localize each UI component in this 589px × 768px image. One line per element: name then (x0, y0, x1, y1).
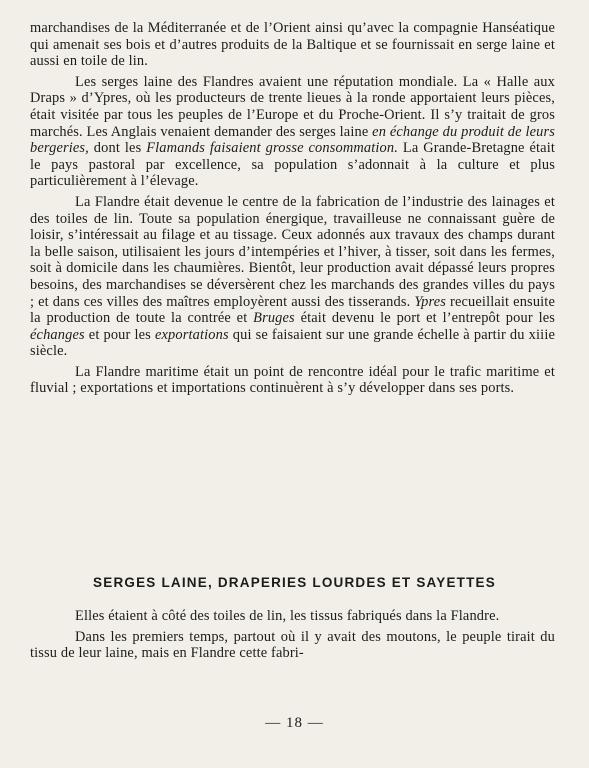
main-text-block (30, 20, 555, 401)
paragraph-2-text-1: Les serges laine des Flandres avaient une réputation mondiale. La « Halle aux Draps » d’Ypres, où les producteurs de trente lieues à la ronde apportaient leurs pièces, était visitée par tous les peuples de l’Europe et du Proche-Orient. Il s’y traitait de gros marchés. Les Anglais venaient demander des serges laine (30, 73, 555, 140)
paragraph-3-text-4: et pour les (84, 326, 155, 343)
paragraph-2-text-2: dont les (88, 140, 147, 157)
paragraph-3-text-1: La Flandre était devenue le centre de la fabrication de l’industrie des lainages et des toiles de lin. Toute sa population énergique, travailleuse ne connaissant guère de loisir, s’intéressait au filage et au tissage. Ceux adonnés aux travaux des champs durant la belle saison, utilisaient les jours d’intempéries et l’hiver, à tisser, soit dans les fermes, soit à domicile dans les chaumières. Bientôt, leur production avait dépassé leurs propres besoins, des marchandises se déversèrent chez les marchands des grandes villes du pays ; et dans ces villes des maîtres employèrent aussi des tisserands. (30, 193, 555, 310)
paragraph-3-text-5: qui se faisaient sur une grande échelle à partir du (228, 326, 529, 343)
section-text-block (30, 608, 555, 666)
paragraph-3-italic-ypres: Ypres (414, 293, 447, 310)
paragraph-3-text-3: était devenu le port et l’entrepôt pour les (294, 310, 555, 327)
paragraph-2-text-3: La Grande-Bretagne était le pays pastoral par excellence, sa population s’adonnait à la culture et plus particulièrement à l’élevage. (30, 140, 555, 190)
section-paragraph-1: Elles étaient à côté des toiles de lin, les tissus fabriqués dans la Flandre. (75, 608, 500, 624)
section-title: SERGES LAINE, DRAPERIES LOURDES ET SAYETTES (93, 575, 496, 590)
paragraph-3-italic-echanges: échanges (30, 326, 85, 343)
paragraph-3-italic-exportations: exportations (154, 326, 229, 343)
paragraph-1: marchandises de la Méditerranée et de l’Orient ainsi qu’avec la compagnie Hanséatique qui amenait ses bois et d’autres produits de la Baltique et se fournissait en serge laine et aussi en toile de lin. (30, 20, 555, 70)
paragraph-3-text-2: recueillait ensuite la production de toute la contrée et (30, 293, 555, 327)
paragraph-2-italic-2: Flamands faisaient grosse consommation. (146, 140, 398, 157)
paragraph-3-italic-bruges: Bruges (253, 310, 295, 327)
paragraph-3 (30, 194, 555, 360)
paragraph-4: La Flandre maritime était un point de rencontre idéal pour le trafic maritime et fluvial ; exportations et importations continuèrent à s’y développer dans ses ports. (30, 363, 555, 397)
section-paragraph-2: Dans les premiers temps, partout où il y avait des moutons, le peuple tirait du tissu de leur laine, mais en Flandre cette fabri- (30, 628, 555, 662)
paragraph-2 (30, 74, 555, 190)
paragraph-3-century: xiiie (528, 326, 555, 343)
paragraph-3-text-6: siècle. (30, 343, 68, 360)
paragraph-2-italic-1: en échange du produit de leurs bergeries, (30, 123, 555, 157)
page-number: — 18 — (265, 715, 324, 731)
